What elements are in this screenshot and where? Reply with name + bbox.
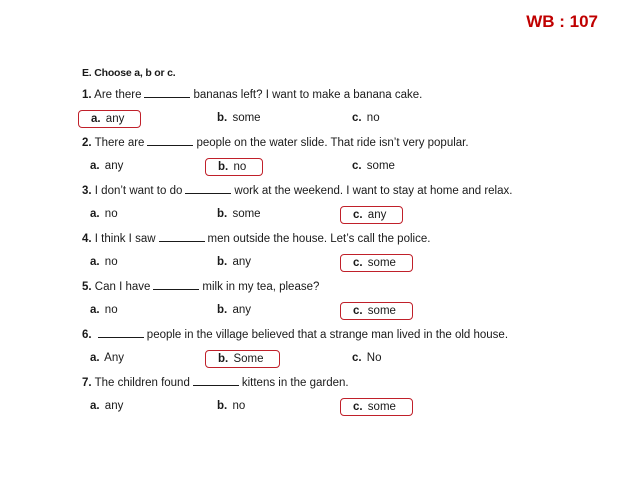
option-letter: b.: [217, 208, 228, 220]
exercise-instruction: E. Choose a, b or c.: [82, 67, 176, 79]
option-letter: a.: [90, 208, 100, 220]
question-1: [82, 89, 422, 101]
option-text: no: [366, 112, 380, 124]
option-text: some: [367, 401, 396, 413]
question-text-before: The children found: [94, 377, 190, 389]
option-a[interactable]: [86, 254, 122, 270]
option-b[interactable]: [205, 158, 263, 176]
option-text: no: [104, 256, 118, 268]
option-c[interactable]: [348, 110, 384, 126]
option-text: no: [104, 304, 118, 316]
option-letter: a.: [91, 113, 101, 125]
question-number: 7.: [82, 377, 92, 389]
option-text: no: [104, 208, 118, 220]
question-2: [82, 137, 469, 149]
options-row: [0, 398, 638, 418]
option-letter: b.: [217, 112, 228, 124]
question-5: [82, 281, 319, 293]
option-text: some: [367, 305, 396, 317]
question-text-after: kittens in the garden.: [241, 377, 349, 389]
question-number: 5.: [82, 281, 92, 293]
question-text-after: people on the water slide. That ride isn’t very popular.: [196, 137, 469, 149]
option-c[interactable]: [340, 206, 403, 224]
option-b[interactable]: [205, 350, 280, 368]
option-c[interactable]: [340, 302, 413, 320]
option-text: any: [367, 209, 387, 221]
option-letter: c.: [353, 401, 363, 413]
options-row: [0, 302, 638, 322]
answer-blank[interactable]: [153, 288, 199, 290]
question-number: 2.: [82, 137, 92, 149]
option-text: some: [232, 112, 261, 124]
option-letter: b.: [218, 353, 229, 365]
question-number: 3.: [82, 185, 92, 197]
option-text: any: [104, 160, 124, 172]
question-text-before: I think I saw: [94, 233, 156, 245]
option-c[interactable]: [340, 254, 413, 272]
option-c[interactable]: [348, 350, 386, 366]
options-row: [0, 158, 638, 178]
question-text-before: There are: [94, 137, 145, 149]
option-text: any: [104, 400, 124, 412]
option-text: any: [105, 113, 125, 125]
option-a[interactable]: [86, 398, 127, 414]
option-letter: a.: [90, 304, 100, 316]
question-text-before: Can I have: [94, 281, 151, 293]
options-row: [0, 350, 638, 370]
option-text: Some: [233, 353, 264, 365]
page-reference: WB : 107: [526, 12, 598, 31]
option-b[interactable]: [213, 206, 265, 222]
answer-blank[interactable]: [147, 144, 193, 146]
option-letter: a.: [90, 352, 100, 364]
question-text-before: Are there: [94, 89, 142, 101]
option-letter: b.: [217, 256, 228, 268]
option-text: some: [232, 208, 261, 220]
question-text-after: men outside the house. Let’s call the police.: [207, 233, 431, 245]
option-letter: c.: [352, 112, 362, 124]
option-text: some: [367, 257, 396, 269]
option-a[interactable]: [86, 302, 122, 318]
option-text: some: [366, 160, 395, 172]
question-number: 1.: [82, 89, 92, 101]
option-letter: c.: [353, 305, 363, 317]
option-letter: c.: [352, 160, 362, 172]
question-number: 4.: [82, 233, 92, 245]
answer-blank[interactable]: [98, 336, 144, 338]
option-letter: a.: [90, 400, 100, 412]
option-letter: a.: [90, 160, 100, 172]
option-letter: c.: [352, 352, 362, 364]
question-text-after: work at the weekend. I want to stay at home and relax.: [234, 185, 513, 197]
option-text: no: [232, 400, 246, 412]
option-a[interactable]: [78, 110, 141, 128]
question-text-after: bananas left? I want to make a banana cake.: [193, 89, 423, 101]
option-letter: c.: [353, 209, 363, 221]
answer-blank[interactable]: [193, 384, 239, 386]
question-3: [82, 185, 512, 197]
option-letter: b.: [218, 161, 229, 173]
question-4: [82, 233, 430, 245]
option-text: No: [366, 352, 382, 364]
question-text-after: milk in my tea, please?: [202, 281, 320, 293]
option-b[interactable]: [213, 398, 249, 414]
option-a[interactable]: [86, 206, 122, 222]
option-text: Any: [104, 352, 124, 364]
option-text: any: [232, 304, 251, 316]
option-letter: c.: [353, 257, 363, 269]
options-row: [0, 110, 638, 130]
option-c[interactable]: [340, 398, 413, 416]
answer-blank[interactable]: [185, 192, 231, 194]
option-c[interactable]: [348, 158, 399, 174]
answer-blank[interactable]: [159, 240, 205, 242]
option-a[interactable]: [86, 158, 127, 174]
option-letter: b.: [217, 304, 228, 316]
question-7: [82, 377, 349, 389]
option-b[interactable]: [213, 110, 265, 126]
options-row: [0, 206, 638, 226]
option-text: no: [233, 161, 247, 173]
question-number: 6.: [82, 329, 92, 341]
option-b[interactable]: [213, 254, 255, 270]
option-letter: a.: [90, 256, 100, 268]
options-row: [0, 254, 638, 274]
question-text-before: I don’t want to do: [94, 185, 183, 197]
option-a[interactable]: [86, 350, 128, 366]
option-letter: b.: [217, 400, 228, 412]
answer-blank[interactable]: [144, 96, 190, 98]
question-6: [82, 329, 508, 341]
option-text: any: [232, 256, 251, 268]
option-b[interactable]: [213, 302, 255, 318]
question-text-after: people in the village believed that a strange man lived in the old house.: [146, 329, 509, 341]
